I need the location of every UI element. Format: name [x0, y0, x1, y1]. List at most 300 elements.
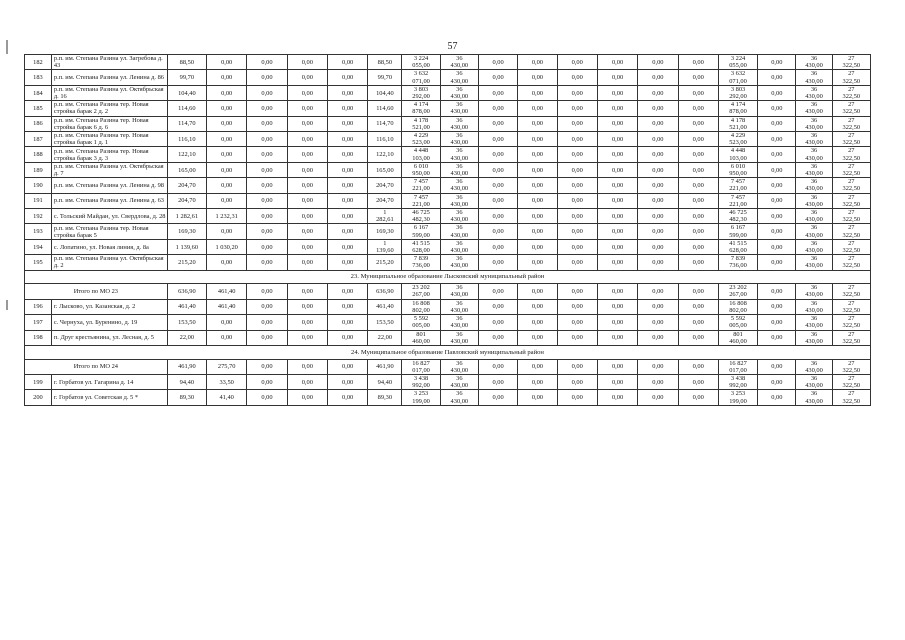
cell-line: 221,00: [412, 200, 430, 208]
value-cell: [796, 224, 832, 239]
value-cell: 0,00: [287, 85, 327, 100]
cell-line: 430,00: [805, 139, 823, 147]
value-cell: 0,00: [518, 239, 557, 254]
cell-line: 992,00: [729, 382, 747, 390]
section-header-row: [25, 270, 871, 284]
cell-line: 878,00: [729, 108, 747, 116]
value-cell: 0,00: [597, 390, 637, 405]
cell-line: 103,00: [412, 154, 430, 162]
cell-line: 4 229: [413, 132, 429, 140]
value-cell: [440, 390, 478, 405]
cell-line: 430,00: [805, 306, 823, 314]
cell-line: 27: [848, 284, 855, 292]
cell-line: 27: [848, 239, 855, 247]
value-cell: [440, 330, 478, 345]
value-cell: [718, 147, 757, 162]
value-cell: 0,00: [638, 284, 678, 299]
value-cell: 0,00: [478, 178, 517, 193]
value-cell: 0,00: [638, 330, 678, 345]
value-cell: 33,50: [207, 374, 247, 389]
value-cell: [832, 359, 870, 374]
cell-line: 3 438: [730, 374, 746, 382]
value-cell: 0,00: [247, 178, 287, 193]
value-cell: 0,00: [287, 178, 327, 193]
value-cell: [832, 330, 870, 345]
value-cell: [718, 224, 757, 239]
value-cell: 0,00: [478, 85, 517, 100]
value-cell: [402, 85, 440, 100]
value-cell: [402, 55, 440, 70]
value-cell: 0,00: [758, 209, 796, 224]
cell-line: 430,00: [450, 108, 469, 116]
cell-line: 199,00: [412, 397, 430, 405]
value-cell: 0,00: [638, 239, 678, 254]
cell-line: 36: [456, 55, 463, 62]
value-cell: 0,00: [518, 85, 557, 100]
value-cell: [402, 193, 440, 208]
value-cell: [718, 374, 757, 389]
value-cell: [796, 178, 832, 193]
value-cell: 0,00: [518, 162, 557, 177]
cell-line: 4 178: [730, 116, 746, 124]
value-cell: [718, 70, 757, 85]
value-cell: 0,00: [327, 330, 367, 345]
value-cell: 0,00: [207, 101, 247, 116]
value-cell: 0,00: [557, 255, 597, 270]
value-cell: 0,00: [518, 116, 557, 131]
value-cell: 0,00: [478, 162, 517, 177]
cell-line: 322,50: [842, 337, 861, 345]
value-cell: [832, 85, 870, 100]
value-cell: 0,00: [247, 209, 287, 224]
address-cell: р.п. им. Степана Разина тер. Новая стройка барак 6 д. 6: [51, 116, 167, 131]
cell-line: 005,00: [412, 322, 430, 330]
value-cell: [440, 193, 478, 208]
value-cell: 0,00: [678, 209, 718, 224]
value-cell: 0,00: [638, 162, 678, 177]
cell-line: 36: [810, 55, 818, 62]
value-cell: 0,00: [518, 147, 557, 162]
value-cell: 0,00: [758, 193, 796, 208]
value-cell: 0,00: [247, 70, 287, 85]
table-row: [25, 101, 871, 116]
value-cell: 0,00: [327, 255, 367, 270]
value-cell: 0,00: [678, 224, 718, 239]
value-cell: 0,00: [557, 374, 597, 389]
value-cell: [440, 147, 478, 162]
value-cell: 122,10: [368, 147, 402, 162]
value-cell: 94,40: [368, 374, 402, 389]
cell-line: 322,50: [842, 170, 861, 178]
cell-line: 36: [810, 315, 818, 323]
value-cell: 204,70: [167, 178, 206, 193]
value-cell: 0,00: [287, 70, 327, 85]
value-cell: [402, 390, 440, 405]
cell-line: 292,00: [412, 93, 430, 101]
cell-line: 430,00: [450, 397, 469, 405]
value-cell: 0,00: [597, 330, 637, 345]
cell-line: 322,50: [842, 397, 861, 405]
value-cell: 204,70: [167, 193, 206, 208]
address-cell: р.п. им. Степана Разина тер. Новая стройка барак 1 д. 1: [51, 132, 167, 147]
value-cell: [796, 101, 832, 116]
cell-line: 36: [456, 239, 463, 247]
row-number: 184: [25, 85, 52, 100]
value-cell: 0,00: [287, 299, 327, 314]
value-cell: 94,40: [167, 374, 206, 389]
value-cell: 0,00: [287, 374, 327, 389]
value-cell: 0,00: [327, 284, 367, 299]
value-cell: 0,00: [597, 239, 637, 254]
cell-line: 27: [848, 299, 855, 307]
value-cell: 0,00: [597, 85, 637, 100]
cell-line: 523,00: [729, 139, 747, 147]
value-cell: 0,00: [287, 224, 327, 239]
cell-line: 36: [810, 374, 818, 382]
table-row: [25, 390, 871, 405]
value-cell: [718, 116, 757, 131]
cell-line: 430,00: [450, 262, 469, 270]
cell-line: 3 803: [413, 85, 429, 93]
cell-line: 322,50: [842, 366, 861, 374]
total-label: Итого по МО 23: [25, 284, 168, 299]
value-cell: 0,00: [758, 374, 796, 389]
cell-line: 36: [810, 85, 818, 93]
cell-line: 430,00: [450, 337, 469, 345]
value-cell: [402, 178, 440, 193]
cell-line: 27: [848, 101, 855, 109]
value-cell: 0,00: [207, 116, 247, 131]
value-cell: 0,00: [478, 132, 517, 147]
cell-line: 628,00: [729, 247, 747, 255]
value-cell: [718, 162, 757, 177]
value-cell: 0,00: [638, 178, 678, 193]
value-cell: 0,00: [758, 132, 796, 147]
cell-line: 221,00: [729, 185, 747, 193]
row-number: 183: [25, 70, 52, 85]
cell-line: 801: [416, 330, 426, 338]
cell-line: 523,00: [412, 139, 430, 147]
cell-line: 267,00: [412, 291, 430, 299]
cell-line: 36: [810, 101, 818, 109]
cell-line: 7 839: [413, 255, 429, 263]
value-cell: 461,40: [207, 299, 247, 314]
value-cell: [440, 116, 478, 131]
value-cell: [796, 162, 832, 177]
value-cell: 461,40: [167, 299, 206, 314]
value-cell: 0,00: [678, 178, 718, 193]
address-cell: с. Лопатино, ул. Новая линия, д. 8а: [51, 239, 167, 254]
value-cell: 0,00: [597, 162, 637, 177]
cell-line: 005,00: [729, 322, 747, 330]
cell-line: 5 592: [730, 315, 746, 323]
cell-line: 430,00: [450, 247, 469, 255]
value-cell: 0,00: [678, 55, 718, 70]
value-cell: 0,00: [638, 132, 678, 147]
cell-line: 521,00: [412, 123, 430, 131]
cell-line: 055,00: [412, 62, 430, 70]
value-cell: 0,00: [557, 162, 597, 177]
table-row: [25, 239, 871, 254]
value-cell: 0,00: [638, 55, 678, 70]
value-cell: 0,00: [758, 116, 796, 131]
cell-line: 4 174: [730, 101, 746, 109]
value-cell: 0,00: [557, 359, 597, 374]
cell-line: 3 438: [413, 374, 429, 382]
cell-line: 322,50: [842, 123, 861, 131]
cell-line: 430,00: [805, 123, 823, 131]
value-cell: [832, 101, 870, 116]
cell-line: 27: [848, 390, 855, 398]
cell-line: 36: [456, 374, 463, 382]
value-cell: 0,00: [518, 224, 557, 239]
value-cell: 22,00: [368, 330, 402, 345]
cell-line: 36: [810, 132, 818, 140]
value-cell: 0,00: [287, 284, 327, 299]
cell-line: 292,00: [729, 93, 747, 101]
value-cell: 0,00: [678, 162, 718, 177]
cell-line: 36: [456, 330, 463, 338]
cell-line: 36: [456, 209, 463, 217]
table-row: [25, 132, 871, 147]
value-cell: 0,00: [758, 284, 796, 299]
cell-line: 430,00: [450, 123, 469, 131]
value-cell: 0,00: [518, 390, 557, 405]
value-cell: 89,30: [167, 390, 206, 405]
cell-line: 36: [810, 70, 818, 78]
value-cell: 0,00: [638, 224, 678, 239]
value-cell: [440, 315, 478, 330]
cell-line: 322,50: [842, 62, 861, 70]
cell-line: 802,00: [412, 306, 430, 314]
value-cell: 0,00: [557, 147, 597, 162]
value-cell: 0,00: [678, 85, 718, 100]
row-number: 189: [25, 162, 52, 177]
cell-line: 6 167: [730, 224, 746, 232]
value-cell: [718, 193, 757, 208]
address-cell: р.п. им. Степана Разина тер. Новая стройка барак 5: [51, 224, 167, 239]
cell-line: 430,00: [450, 382, 469, 390]
value-cell: [440, 359, 478, 374]
value-cell: 0,00: [638, 374, 678, 389]
cell-line: 430,00: [805, 216, 823, 224]
cell-line: 430,00: [805, 93, 823, 101]
value-cell: 0,00: [597, 101, 637, 116]
row-number: 192: [25, 209, 52, 224]
value-cell: 0,00: [678, 330, 718, 345]
value-cell: 0,00: [557, 70, 597, 85]
value-cell: [402, 239, 440, 254]
value-cell: [832, 132, 870, 147]
cell-line: 4 448: [730, 147, 746, 155]
cell-line: 017,00: [729, 366, 747, 374]
cell-line: 7 457: [413, 178, 429, 186]
value-cell: 0,00: [287, 359, 327, 374]
value-cell: 0,00: [518, 70, 557, 85]
value-cell: 0,00: [557, 193, 597, 208]
cell-line: 430,00: [805, 366, 823, 374]
cell-line: 3 803: [730, 85, 746, 93]
value-cell: 0,00: [518, 359, 557, 374]
value-cell: 104,40: [167, 85, 206, 100]
value-cell: 0,00: [518, 55, 557, 70]
value-cell: 0,00: [557, 239, 597, 254]
value-cell: 0,00: [678, 284, 718, 299]
cell-line: 36: [456, 284, 463, 292]
value-cell: 0,00: [678, 299, 718, 314]
table-body: [25, 55, 871, 406]
cell-line: 322,50: [842, 262, 861, 270]
value-cell: 0,00: [557, 224, 597, 239]
value-cell: [440, 85, 478, 100]
value-cell: 0,00: [758, 85, 796, 100]
address-cell: р.п. им. Степана Разина тер. Новая стройка барак 3 д. 3: [51, 147, 167, 162]
value-cell: [832, 70, 870, 85]
cell-line: 27: [848, 70, 855, 78]
value-cell: 0,00: [597, 147, 637, 162]
cell-line: 36: [810, 224, 818, 232]
value-cell: 0,00: [327, 359, 367, 374]
value-cell: 0,00: [557, 390, 597, 405]
value-cell: 0,00: [638, 85, 678, 100]
address-cell: с. Тольский Майдан, ул. Свердлова, д. 28: [51, 209, 167, 224]
cell-line: 7 839: [730, 255, 746, 263]
address-cell: р.п. им. Степана Разина ул. Ленина д. 86: [51, 70, 167, 85]
value-cell: 0,00: [557, 178, 597, 193]
cell-line: 430,00: [450, 216, 469, 224]
value-cell: 0,00: [247, 162, 287, 177]
value-cell: 0,00: [327, 193, 367, 208]
value-cell: 0,00: [518, 101, 557, 116]
value-cell: [796, 147, 832, 162]
value-cell: 0,00: [557, 330, 597, 345]
value-cell: 22,00: [167, 330, 206, 345]
cell-line: 16 827: [729, 359, 747, 367]
row-number: 182: [25, 55, 52, 70]
cell-line: 7 457: [730, 178, 746, 186]
value-cell: 1 139,60: [167, 239, 206, 254]
address-cell: г. Горбатов ул. Гагарина д. 14: [51, 374, 167, 389]
row-number: 197: [25, 315, 52, 330]
address-cell: р.п. им. Степана Разина ул. Ленина д. 98: [51, 178, 167, 193]
cell-line: 36: [456, 132, 463, 140]
value-cell: [832, 178, 870, 193]
cell-line: 4 178: [413, 116, 429, 124]
cell-line: 1: [383, 239, 387, 247]
value-cell: 0,00: [478, 55, 517, 70]
value-cell: 0,00: [287, 101, 327, 116]
value-cell: [440, 178, 478, 193]
cell-line: 3 224: [413, 55, 429, 62]
value-cell: 0,00: [478, 255, 517, 270]
value-cell: 0,00: [207, 315, 247, 330]
cell-line: 430,00: [805, 262, 823, 270]
value-cell: 0,00: [207, 147, 247, 162]
value-cell: 99,70: [368, 70, 402, 85]
value-cell: 461,40: [368, 299, 402, 314]
cell-line: 521,00: [729, 123, 747, 131]
address-cell: р.п. им. Степана Разина ул. Октябрьская д. 16: [51, 85, 167, 100]
value-cell: 0,00: [478, 374, 517, 389]
cell-line: 221,00: [412, 185, 430, 193]
value-cell: [718, 390, 757, 405]
value-cell: [718, 209, 757, 224]
value-cell: [402, 255, 440, 270]
cell-line: 322,50: [842, 231, 861, 239]
row-number: 196: [25, 299, 52, 314]
value-cell: [832, 193, 870, 208]
cell-line: 599,00: [412, 231, 430, 239]
value-cell: [796, 284, 832, 299]
value-cell: [440, 255, 478, 270]
table-row: [25, 162, 871, 177]
value-cell: 0,00: [678, 132, 718, 147]
value-cell: 0,00: [758, 255, 796, 270]
value-cell: [832, 255, 870, 270]
value-cell: 0,00: [638, 116, 678, 131]
value-cell: [718, 239, 757, 254]
cell-line: 3 253: [413, 390, 429, 398]
value-cell: 1 030,20: [207, 239, 247, 254]
cell-line: 992,00: [412, 382, 430, 390]
cell-line: 6 167: [413, 224, 429, 232]
value-cell: 0,00: [247, 85, 287, 100]
value-cell: 0,00: [638, 390, 678, 405]
value-cell: 0,00: [247, 193, 287, 208]
value-cell: 0,00: [207, 193, 247, 208]
cell-line: 322,50: [842, 322, 861, 330]
value-cell: 0,00: [287, 239, 327, 254]
value-cell: 0,00: [758, 147, 796, 162]
cell-line: 3 253: [730, 390, 746, 398]
cell-line: 322,50: [842, 247, 861, 255]
value-cell: 0,00: [287, 315, 327, 330]
cell-line: 071,00: [412, 77, 430, 85]
value-cell: 89,30: [368, 390, 402, 405]
value-cell: 0,00: [327, 85, 367, 100]
cell-line: 27: [848, 330, 855, 338]
section-title: 24. Муниципальное образование Павловский муниципальный район: [25, 345, 871, 359]
value-cell: [402, 284, 440, 299]
value-cell: 0,00: [597, 284, 637, 299]
value-cell: 0,00: [518, 132, 557, 147]
cell-line: 36: [810, 330, 818, 338]
address-cell: с. Чернуха, ул. Буренино, д. 19: [51, 315, 167, 330]
cell-line: 430,00: [450, 154, 469, 162]
row-number: 195: [25, 255, 52, 270]
cell-line: 3 632: [730, 70, 746, 78]
cell-line: 36: [456, 255, 463, 263]
value-cell: [402, 101, 440, 116]
value-cell: 114,60: [167, 101, 206, 116]
row-number: 185: [25, 101, 52, 116]
cell-line: 3 224: [730, 55, 746, 62]
value-cell: 0,00: [518, 193, 557, 208]
table-row: [25, 147, 871, 162]
value-cell: 215,20: [167, 255, 206, 270]
value-cell: 0,00: [478, 239, 517, 254]
cell-line: 41 515: [729, 239, 747, 247]
cell-line: 430,00: [805, 62, 823, 70]
cell-line: 36: [810, 255, 818, 263]
cell-line: 27: [848, 147, 855, 155]
value-cell: 0,00: [247, 132, 287, 147]
value-cell: [440, 374, 478, 389]
value-cell: 0,00: [638, 70, 678, 85]
value-cell: 0,00: [247, 147, 287, 162]
value-cell: 0,00: [758, 239, 796, 254]
value-cell: 0,00: [287, 55, 327, 70]
